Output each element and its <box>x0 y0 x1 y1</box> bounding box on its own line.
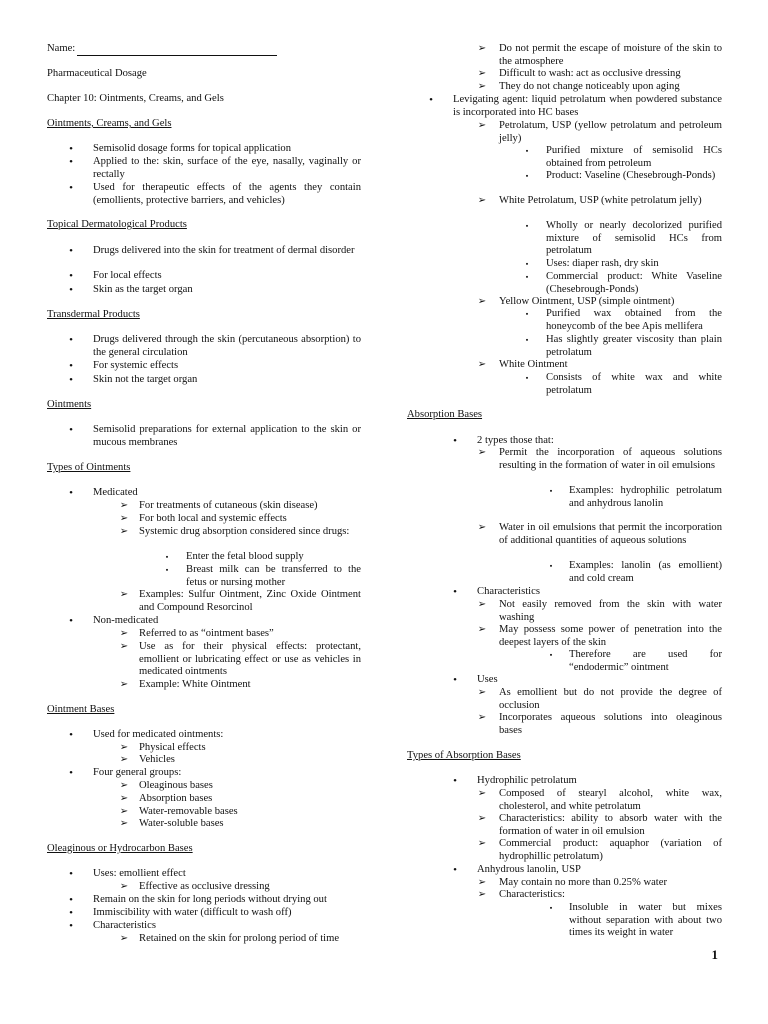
arrow-icon: ➢ <box>477 813 487 824</box>
list-item: Purified wax obtained from the honeycomb of the bee Apis mellifera <box>546 308 722 332</box>
square-bullet-icon: ▪ <box>165 553 169 561</box>
list-item: Example: White Ointment <box>139 679 251 690</box>
bullet-icon: • <box>69 374 73 386</box>
arrow-icon: ➢ <box>119 742 129 753</box>
bullet-icon: • <box>429 94 433 106</box>
list-item: Uses: diaper rash, dry skin <box>546 258 659 269</box>
list-item: Characteristics: ability to absorb water with the formation of water in oil emulsion <box>499 813 722 837</box>
square-bullet-icon: ▪ <box>549 651 553 659</box>
list-item: Do not permit the escape of moisture of the skin to the atmosphere <box>499 43 722 67</box>
bullet-icon: • <box>453 586 457 598</box>
bullet-icon: • <box>69 868 73 880</box>
list-item: Commercial product: White Vaseline (Chesebrough-Ponds) <box>546 271 722 295</box>
list-item: Purified mixture of semisolid HCs obtained from petroleum <box>546 145 722 169</box>
arrow-icon: ➢ <box>477 788 487 799</box>
bullet-icon: • <box>69 767 73 779</box>
list-item: Enter the fetal blood supply <box>186 551 304 562</box>
list-item: Anhydrous lanolin, USP <box>477 864 581 875</box>
arrow-icon: ➢ <box>477 359 487 370</box>
list-item: Water-soluble bases <box>139 818 224 829</box>
list-item: Effective as occlusive dressing <box>139 881 270 892</box>
square-bullet-icon: ▪ <box>549 904 553 912</box>
list-item: Uses <box>477 674 498 685</box>
bullet-icon: • <box>69 920 73 932</box>
list-item: Systemic drug absorption considered since drugs: <box>139 526 350 537</box>
bullet-icon: • <box>69 360 73 372</box>
bullet-icon: • <box>69 894 73 906</box>
bullet-icon: • <box>69 729 73 741</box>
list-item: Not easily removed from the skin with water washing <box>499 599 722 623</box>
list-item: Composed of stearyl alcohol, white wax, cholesterol, and white petrolatum <box>499 788 722 812</box>
list-item: Levigating agent: liquid petrolatum when powdered substance is incorporated into HC bases <box>453 94 722 118</box>
bullet-icon: • <box>69 143 73 155</box>
list-item: Examples: lanolin (as emollient) and cold cream <box>569 560 722 584</box>
list-item: They do not change noticeably upon aging <box>499 81 680 92</box>
list-item: Absorption bases <box>139 793 213 804</box>
bullet-icon: • <box>69 615 73 627</box>
list-item: As emollient but do not provide the degree of occlusion <box>499 687 722 711</box>
list-item: Semisolid preparations for external application to the skin or mucous membranes <box>93 424 361 448</box>
arrow-icon: ➢ <box>477 712 487 723</box>
list-item: Uses: emollient effect <box>93 868 186 879</box>
chapter-title: Chapter 10: Ointments, Creams, and Gels <box>47 93 224 104</box>
name-label: Name: <box>47 43 76 54</box>
list-item: Medicated <box>93 487 138 498</box>
course-title: Pharmaceutical Dosage <box>47 68 147 79</box>
list-item: Drugs delivered through the skin (percutaneous absorption) to the general circulation <box>93 334 361 358</box>
arrow-icon: ➢ <box>477 296 487 307</box>
list-item: Remain on the skin for long periods without drying out <box>93 894 327 905</box>
square-bullet-icon: ▪ <box>525 172 529 180</box>
square-bullet-icon: ▪ <box>525 336 529 344</box>
arrow-icon: ➢ <box>477 68 487 79</box>
list-item: Skin not the target organ <box>93 374 198 385</box>
bullet-icon: • <box>453 435 457 447</box>
arrow-icon: ➢ <box>477 687 487 698</box>
arrow-icon: ➢ <box>477 81 487 92</box>
bullet-icon: • <box>69 284 73 296</box>
list-item: 2 types those that: <box>477 435 554 446</box>
list-item: Use as for their physical effects: protectant, emollient or lubricating effect or use as vehicles in medicated ointments <box>139 641 361 678</box>
list-item: Breast milk can be transferred to the fetus or nursing mother <box>186 564 361 588</box>
square-bullet-icon: ▪ <box>525 374 529 382</box>
bullet-icon: • <box>69 156 73 168</box>
list-item: Vehicles <box>139 754 175 765</box>
name-blank-line <box>77 44 277 56</box>
bullet-icon: • <box>69 907 73 919</box>
arrow-icon: ➢ <box>477 195 487 206</box>
list-item: Oleaginous bases <box>139 780 213 791</box>
list-item: Petrolatum, USP (yellow petrolatum and petroleum jelly) <box>499 120 722 144</box>
section-heading: Oleaginous or Hydrocarbon Bases <box>47 843 193 854</box>
list-item: Product: Vaseline (Chesebrough-Ponds) <box>546 170 716 181</box>
list-item: Referred to as “ointment bases” <box>139 628 274 639</box>
list-item: Examples: Sulfur Ointment, Zinc Oxide Ointment and Compound Resorcinol <box>139 589 361 613</box>
list-item: Characteristics: <box>499 889 565 900</box>
list-item: Drugs delivered into the skin for treatment of dermal disorder <box>93 245 355 256</box>
arrow-icon: ➢ <box>477 120 487 131</box>
list-item: Used for therapeutic effects of the agents they contain (emollients, protective barriers, and vehicles) <box>93 182 361 206</box>
arrow-icon: ➢ <box>477 889 487 900</box>
list-item: Difficult to wash: act as occlusive dressing <box>499 68 681 79</box>
list-item: May possess some power of penetration into the deepest layers of the skin <box>499 624 722 648</box>
list-item: Non-medicated <box>93 615 159 626</box>
bullet-icon: • <box>69 245 73 257</box>
section-heading: Types of Absorption Bases <box>407 750 521 761</box>
list-item: Characteristics <box>93 920 156 931</box>
page-number: 1 <box>711 947 718 963</box>
arrow-icon: ➢ <box>119 679 129 690</box>
list-item: Four general groups: <box>93 767 182 778</box>
list-item: For local effects <box>93 270 162 281</box>
list-item: Insoluble in water but mixes without separation with about two times its weight in water <box>569 902 722 939</box>
arrow-icon: ➢ <box>119 641 129 652</box>
arrow-icon: ➢ <box>119 754 129 765</box>
arrow-icon: ➢ <box>119 500 129 511</box>
list-item: Water in oil emulsions that permit the incorporation of additional quantities of aqueous solutions <box>499 522 722 546</box>
bullet-icon: • <box>453 864 457 876</box>
list-item: For treatments of cutaneous (skin disease) <box>139 500 318 511</box>
bullet-icon: • <box>69 270 73 282</box>
section-heading: Types of Ointments <box>47 462 131 473</box>
list-item: Permit the incorporation of aqueous solutions resulting in the formation of water in oil emulsions <box>499 447 722 471</box>
list-item: Applied to the: skin, surface of the eye, nasally, vaginally or rectally <box>93 156 361 180</box>
arrow-icon: ➢ <box>119 628 129 639</box>
list-item: Skin as the target organ <box>93 284 193 295</box>
square-bullet-icon: ▪ <box>549 487 553 495</box>
list-item: Characteristics <box>477 586 540 597</box>
list-item: Immiscibility with water (difficult to wash off) <box>93 907 292 918</box>
list-item: For systemic effects <box>93 360 179 371</box>
list-item: Incorporates aqueous solutions into oleaginous bases <box>499 712 722 736</box>
square-bullet-icon: ▪ <box>525 147 529 155</box>
square-bullet-icon: ▪ <box>525 222 529 230</box>
arrow-icon: ➢ <box>119 780 129 791</box>
arrow-icon: ➢ <box>119 526 129 537</box>
section-heading: Absorption Bases <box>407 409 483 420</box>
arrow-icon: ➢ <box>119 806 129 817</box>
list-item: Therefore are used for “endodermic” ointment <box>569 649 722 673</box>
arrow-icon: ➢ <box>477 624 487 635</box>
section-heading: Ointment Bases <box>47 704 115 715</box>
arrow-icon: ➢ <box>119 818 129 829</box>
bullet-icon: • <box>69 424 73 436</box>
list-item: Wholly or nearly decolorized purified mixture of semisolid HCs from petrolatum <box>546 220 722 257</box>
arrow-icon: ➢ <box>119 933 129 944</box>
square-bullet-icon: ▪ <box>525 310 529 318</box>
arrow-icon: ➢ <box>119 589 129 600</box>
list-item: Used for medicated ointments: <box>93 729 224 740</box>
list-item: May contain no more than 0.25% water <box>499 877 667 888</box>
arrow-icon: ➢ <box>477 599 487 610</box>
square-bullet-icon: ▪ <box>525 260 529 268</box>
section-heading: Transdermal Products <box>47 309 140 320</box>
arrow-icon: ➢ <box>477 522 487 533</box>
arrow-icon: ➢ <box>119 793 129 804</box>
list-item: Retained on the skin for prolong period of time <box>139 933 340 944</box>
list-item: Hydrophilic petrolatum <box>477 775 577 786</box>
list-item: Has slightly greater viscosity than plain petrolatum <box>546 334 722 358</box>
list-item: White Ointment <box>499 359 568 370</box>
square-bullet-icon: ▪ <box>549 562 553 570</box>
bullet-icon: • <box>453 775 457 787</box>
list-item: Examples: hydrophilic petrolatum and anhydrous lanolin <box>569 485 722 509</box>
list-item: Consists of white wax and white petrolatum <box>546 372 722 396</box>
section-heading: Topical Dermatological Products <box>47 219 187 230</box>
arrow-icon: ➢ <box>477 838 487 849</box>
bullet-icon: • <box>69 487 73 499</box>
bullet-icon: • <box>453 674 457 686</box>
list-item: Yellow Ointment, USP (simple ointment) <box>499 296 675 307</box>
bullet-icon: • <box>69 334 73 346</box>
list-item: Water-removable bases <box>139 806 238 817</box>
list-item: For both local and systemic effects <box>139 513 287 524</box>
section-heading: Ointments <box>47 399 92 410</box>
list-item: White Petrolatum, USP (white petrolatum jelly) <box>499 195 702 206</box>
arrow-icon: ➢ <box>477 877 487 888</box>
list-item: Physical effects <box>139 742 206 753</box>
arrow-icon: ➢ <box>119 881 129 892</box>
list-item: Semisolid dosage forms for topical application <box>93 143 292 154</box>
name-field <box>47 43 277 56</box>
square-bullet-icon: ▪ <box>165 566 169 574</box>
bullet-icon: • <box>69 182 73 194</box>
arrow-icon: ➢ <box>119 513 129 524</box>
square-bullet-icon: ▪ <box>525 273 529 281</box>
section-heading: Ointments, Creams, and Gels <box>47 118 172 129</box>
list-item: Commercial product: aquaphor (variation of hydrophillic petrolatum) <box>499 838 722 862</box>
arrow-icon: ➢ <box>477 43 487 54</box>
arrow-icon: ➢ <box>477 447 487 458</box>
